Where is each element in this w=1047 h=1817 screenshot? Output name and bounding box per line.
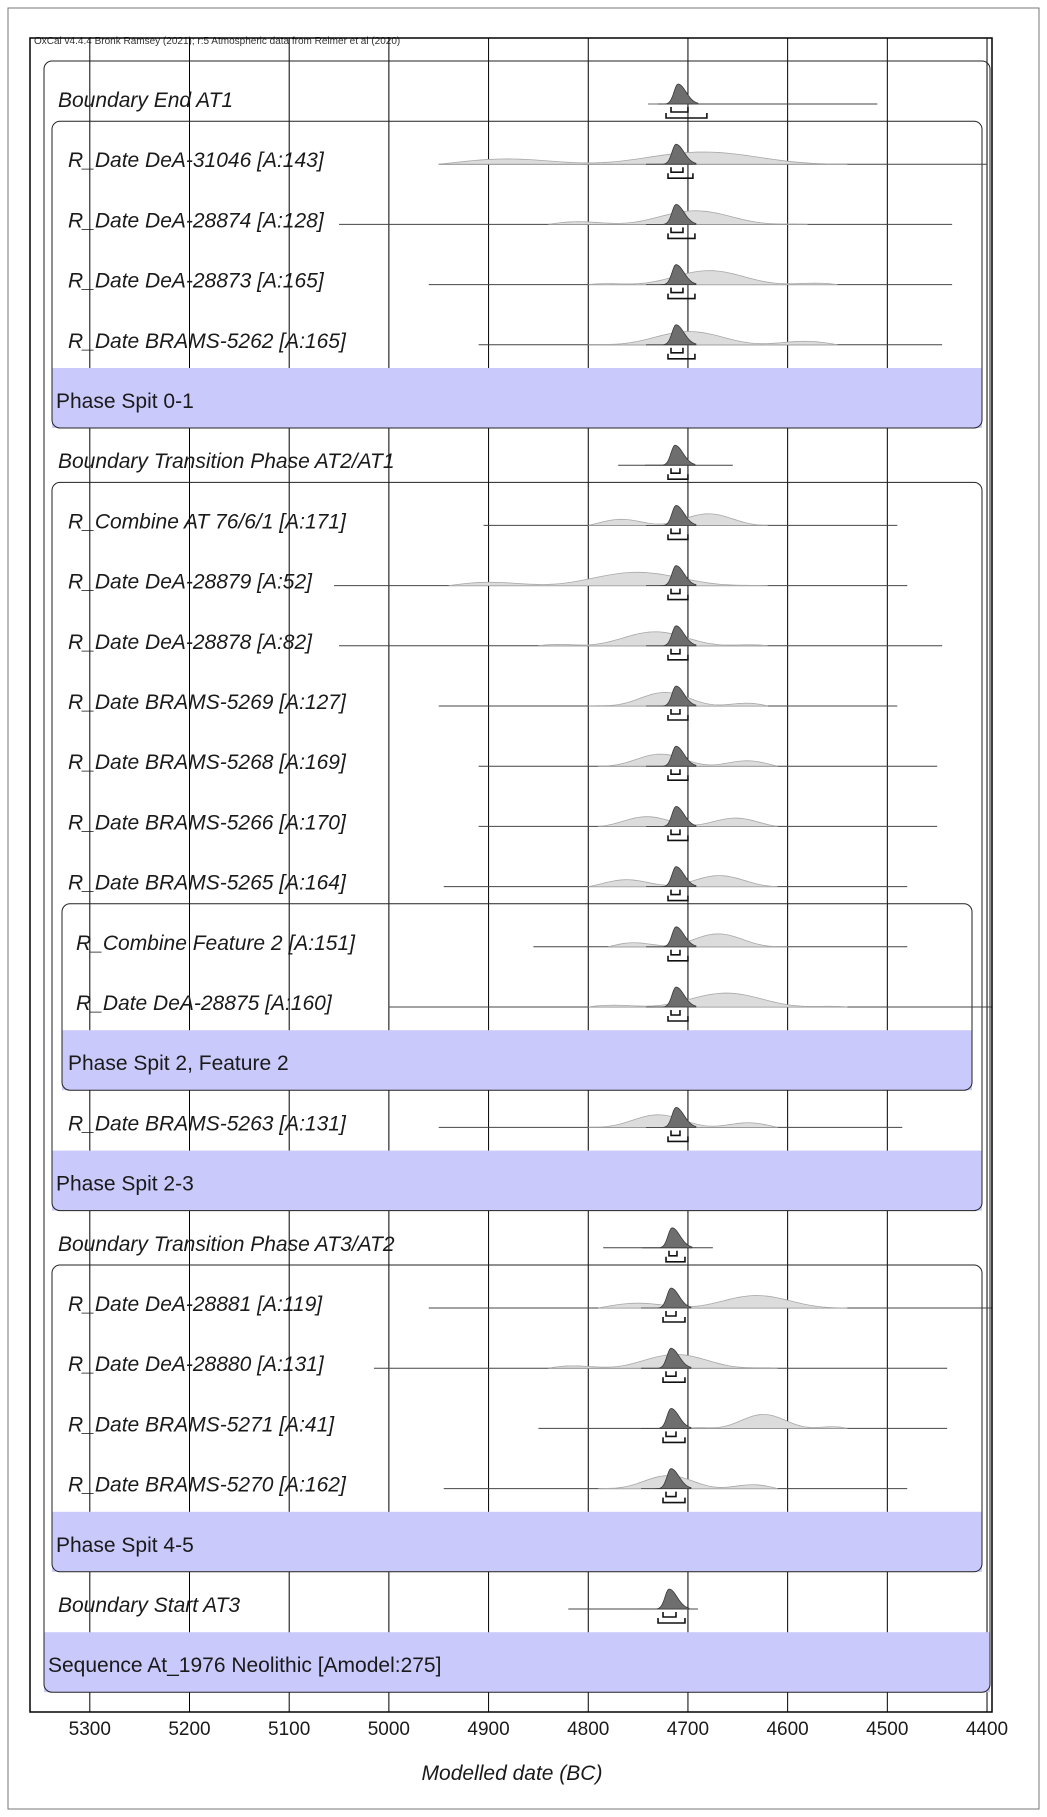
phase-row bbox=[56, 390, 194, 413]
row-label: R_Date DeA-28880 [A:131] bbox=[68, 1353, 324, 1377]
phase-label: Phase Spit 2-3 bbox=[56, 1172, 194, 1196]
row-label: R_Date DeA-28878 [A:82] bbox=[68, 630, 312, 654]
row-label: R_Date BRAMS-5271 [A:41] bbox=[68, 1413, 335, 1437]
x-tick-label: 4700 bbox=[666, 1719, 710, 1740]
phase-row bbox=[68, 1052, 289, 1075]
row-label: Boundary Start AT3 bbox=[58, 1594, 241, 1617]
row-label: R_Date BRAMS-5268 [A:169] bbox=[68, 751, 346, 775]
row-label: Boundary End AT1 bbox=[58, 89, 234, 112]
row-label: R_Combine Feature 2 [A:151] bbox=[76, 931, 355, 955]
x-tick-label: 4400 bbox=[965, 1719, 1009, 1740]
row-label: R_Date BRAMS-5269 [A:127] bbox=[68, 691, 346, 714]
row-label: R_Date DeA-28873 [A:165] bbox=[68, 269, 324, 293]
x-tick-label: 4500 bbox=[866, 1719, 909, 1740]
row-label: R_Combine AT 76/6/1 [A:171] bbox=[68, 510, 346, 534]
phase-label: Phase Spit 0-1 bbox=[56, 390, 194, 413]
x-tick-label: 5000 bbox=[367, 1719, 411, 1740]
x-axis-title: Modelled date (BC) bbox=[421, 1762, 603, 1785]
row-label: R_Date BRAMS-5262 [A:165] bbox=[68, 329, 346, 353]
row-label: R_Date DeA-28875 [A:160] bbox=[76, 992, 332, 1015]
phase-row bbox=[56, 1173, 194, 1196]
row-label: R_Date DeA-28879 [A:52] bbox=[68, 570, 312, 594]
row-label: Boundary Transition Phase AT2/AT1 bbox=[58, 450, 395, 474]
row-label: Boundary Transition Phase AT3/AT2 bbox=[58, 1232, 395, 1256]
x-tick-label: 5100 bbox=[268, 1719, 311, 1740]
x-tick-label: 5300 bbox=[68, 1719, 111, 1740]
row-label: R_Date BRAMS-5263 [A:131] bbox=[68, 1112, 346, 1136]
x-tick-label: 4900 bbox=[467, 1719, 510, 1740]
phase-label: Phase Spit 4-5 bbox=[56, 1533, 194, 1557]
phase-label: Sequence At_1976 Neolithic [Amodel:275] bbox=[48, 1654, 442, 1678]
row-label: R_Date BRAMS-5266 [A:170] bbox=[68, 811, 346, 835]
row-label: R_Date DeA-28881 [A:119] bbox=[68, 1293, 323, 1316]
phase-row bbox=[56, 1534, 194, 1557]
x-tick-label: 4800 bbox=[567, 1719, 610, 1740]
row-label: R_Date DeA-31046 [A:143] bbox=[68, 149, 324, 173]
phase-label: Phase Spit 2, Feature 2 bbox=[68, 1052, 289, 1076]
row-label: R_Date DeA-28874 [A:128] bbox=[68, 209, 324, 233]
row-label: R_Date BRAMS-5270 [A:162] bbox=[68, 1473, 346, 1497]
credit-line: OxCal v4.4.4 Bronk Ramsey (2021); r:5 Atmospheric data from Reimer et al (2020) bbox=[34, 36, 401, 47]
x-tick-label: 4600 bbox=[766, 1719, 809, 1740]
phase-row bbox=[48, 1654, 441, 1677]
row-label: R_Date BRAMS-5265 [A:164] bbox=[68, 871, 346, 895]
x-tick-label: 5200 bbox=[168, 1719, 211, 1740]
